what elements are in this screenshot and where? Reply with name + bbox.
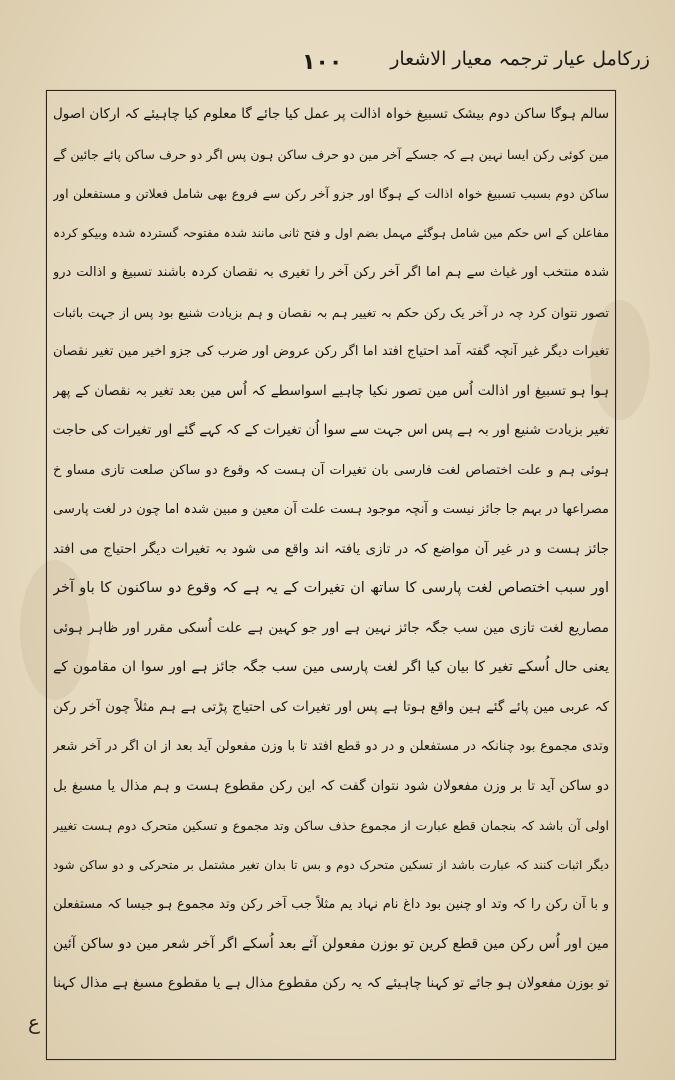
page-header <box>40 44 650 88</box>
text-line: مصراعها در بہم جا جائز نیست و آنچہ موجود ہست علت آن معین و مبین شدہ اما چون در لغت پارسی <box>53 502 609 517</box>
text-line: تغیرات دیگر غیر آنچہ گفتہ آمد احتیاج افتد اما اگر رکن عروض اور ضرب کی جزو اخیر مین تغیر نقصان <box>53 344 609 359</box>
text-line: تغیر بزیادت شنیع اور بہ ہے پس اس جہت سے سوا اُن تغیرات کے کہ کہے گئے اور تغیرات کی حاجت <box>53 422 609 438</box>
margin-mark: ع <box>28 1010 40 1034</box>
page-number: ۱۰۰ <box>302 50 343 75</box>
text-line: یعنی حال اُسکے تغیر کا بیان کیا اگر لغت پارسی مین سب جگہ جائز ہے اور سوا ان مقامون کے <box>53 659 609 675</box>
body-text <box>53 95 609 1053</box>
text-line: مصاریع لغت تازی مین سب جگہ جائز نہین ہے اور جو کہین ہے علت اُسکی مقرر اور ظاہر ہوئی <box>53 619 609 636</box>
text-line: و با آن رکن را کہ وتد او چنین بود داغ نام نہاد یم مثلاً جب آخر رکن وتد مجموع ہو جیسا کہ مستفعلن <box>53 897 609 912</box>
text-frame <box>46 90 616 1060</box>
text-line: دیگر اثبات کنند کہ عبارت باشد از تسکین متحرک دوم و بس تا بدان تغیر مشتمل بر متحرکی و دو ساکن شود <box>53 857 609 872</box>
text-line: وتدی مجموع بود چنانکہ در مستفعلن و در دو قطع افتد تا با وزن مفعولن آید بعد از ان اگر در آخر شعر <box>53 739 609 754</box>
text-line: اولی آن باشد کہ بنجمان قطع عبارت از مجموع حذف ساکن وتد مجموع و تسکین متحرک دوم ہست تغییر <box>53 818 609 833</box>
text-line: اور سبب اختصاص لغت پارسی کا ساتھ ان تغیرات کے یہ ہے کہ وقوع دو ساکنون کا باو آخر <box>53 580 609 596</box>
text-line: تو بوزن مفعولان ہو جائے تو کہنا چاہیئے کہ یہ رکن مقطوع مذال ہے یا مقطوع مسبغ ہے مذال کہنا <box>53 975 609 991</box>
text-line: ہوا ہو تسبیغ اور اذالت اُس مین تصور نکیا چاہیے اسواسطے کہ اُس مین بعد تغیر بہ نقصان کے پھر <box>53 382 609 399</box>
text-line: تصور نتوان کرد چہ در آخر یک رکن حکم بہ تغییر ہم بہ نقصان و ہم بزیادت شنیع بود پس از جہت باثبات <box>53 304 609 320</box>
running-title: زرکامل عیار ترجمہ معیار الاشعار <box>390 48 650 70</box>
text-line: جائز ہست و در غیر آن مواضع کہ در تازی یافتہ اند واقع می شود بہ تغیرات دیگر احتیاج می افتد <box>53 540 609 557</box>
text-line: مفاعلن کے اس حکم مین شامل ہوگئے مہمل بضم اول و فتح ثانی مانند شدہ مفتوحہ گستردہ شدہ وبیکو کردہ <box>53 225 609 240</box>
text-line: ساکن دوم بسبب تسبیغ خواہ اذالت کے ہوگا اور جزو آخر رکن سے فروع بھی شامل فعلاتن و مستفعلن اور <box>53 186 609 201</box>
text-line: سالم ہوگا ساکن دوم بیشک تسبیغ خواہ اذالت پر عمل کیا جائے گا معلوم کیا چاہیئے کہ ارکان اصول <box>53 106 609 122</box>
text-line: کہ عربی مین پائے گئے ہین واقع ہوتا ہے پس اور تغیرات کی احتیاج پڑتی ہے ہم مثلاً چون آخر رکن <box>53 698 609 715</box>
text-line: ہوئی ہم و علت اختصاص لغت فارسی بان تغیرات آن ہست کہ وقوع دو ساکن صلعت تازی مساو خ <box>53 462 609 478</box>
text-line: مین کوئی رکن ایسا نہین ہے کہ جسکے آخر مین دو حرف ساکن ہون پس اگر دو حرف ساکن پائے جائین گے <box>53 146 609 162</box>
text-line: دو ساکن آید تا بر وزن مفعولان شود نتوان گفت کہ این رکن مقطوع ہست و ہم مذال یا مسبغ بل <box>53 777 609 794</box>
text-line: مین اور اُس رکن مین قطع کرین تو بوزن مفعولن آئے بعد اُسکے اگر آخر شعر مین دو ساکن آئین <box>53 935 609 952</box>
text-line: شدہ منتخب اور غیاث سے ہم اما اگر آخر رکن آخر را تغیری بہ نقصان کردہ باشند تسبیغ و اذالت درو <box>53 265 609 280</box>
